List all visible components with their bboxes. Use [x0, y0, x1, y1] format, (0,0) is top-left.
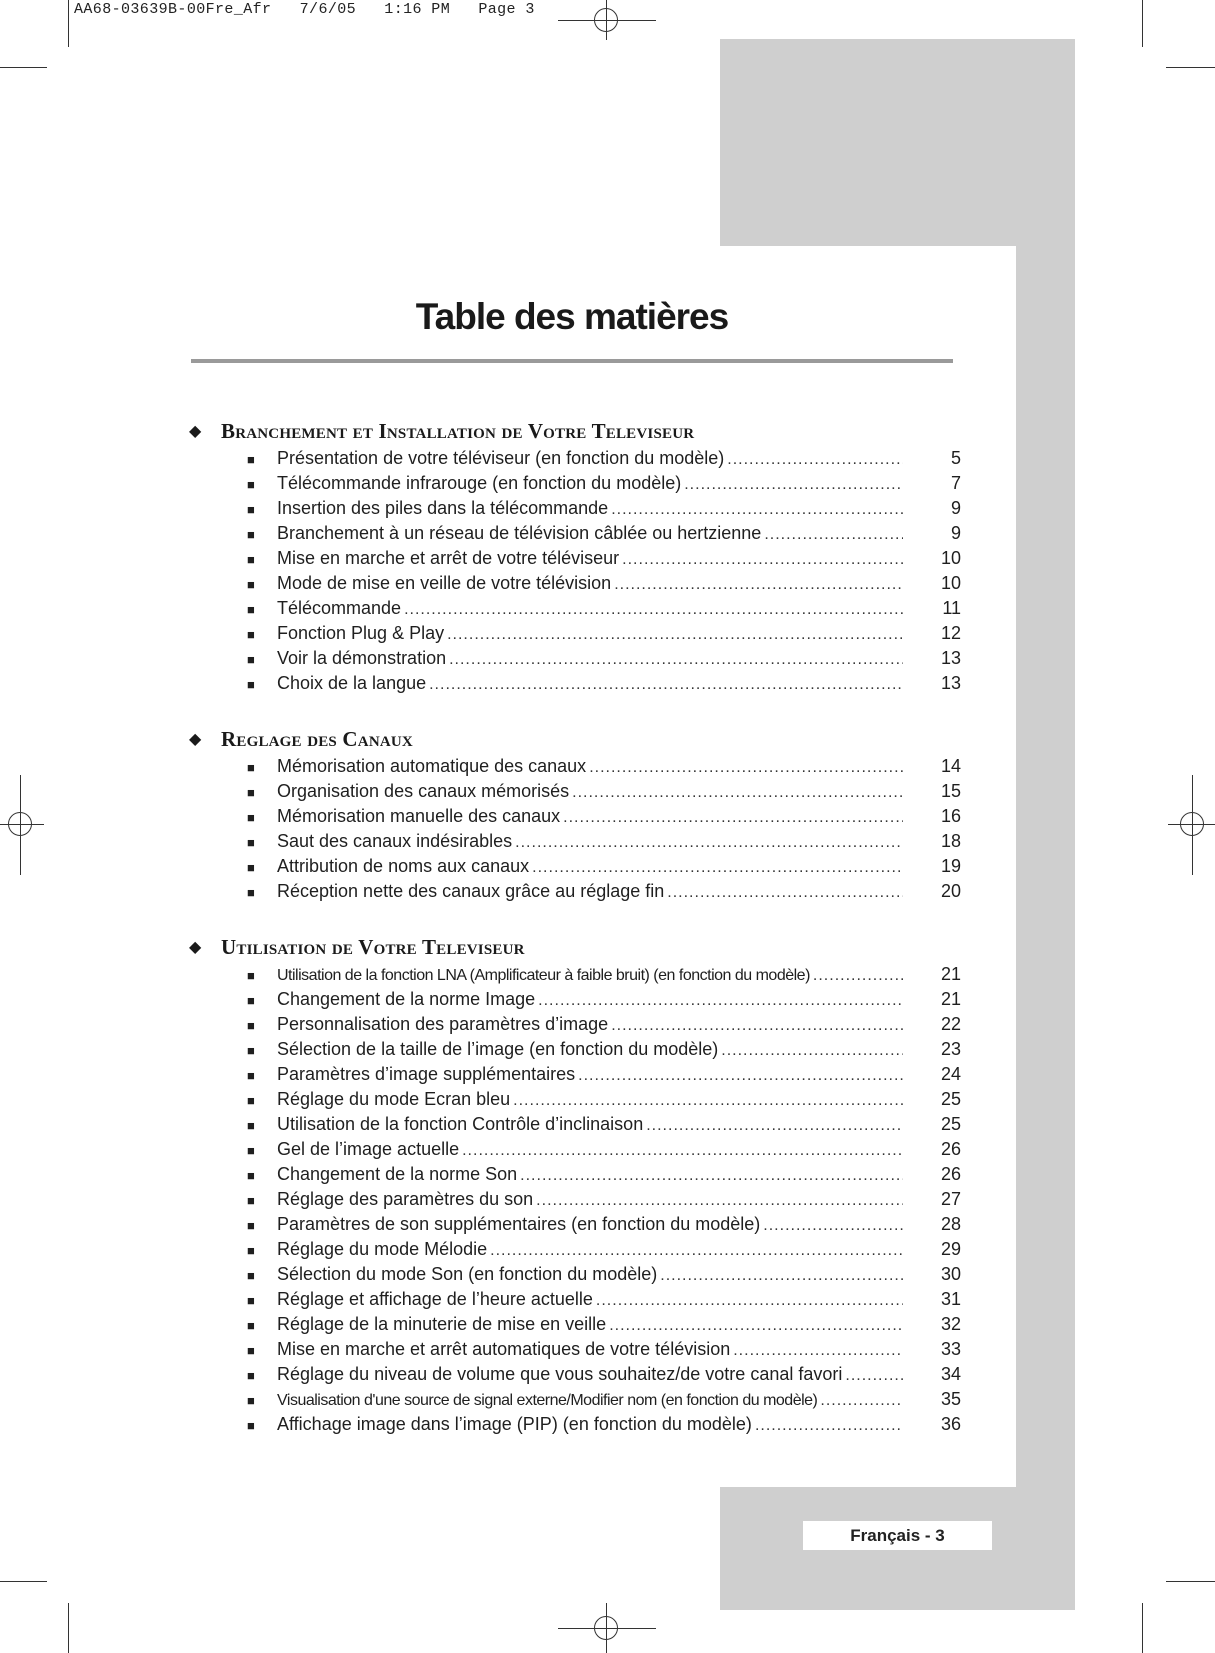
toc-entry: [189, 989, 961, 1014]
square-bullet-icon: ■: [247, 1418, 255, 1433]
square-bullet-icon: ■: [247, 1143, 255, 1158]
toc-entry-page: 13: [940, 673, 961, 693]
toc-entry: [189, 1364, 961, 1389]
toc-entry-title: Voir la démonstration: [277, 648, 447, 668]
square-bullet-icon: ■: [247, 1018, 255, 1033]
square-bullet-icon: ■: [247, 1093, 255, 1108]
toc-entry-title: Réglage du niveau de volume que vous souhaitez/de votre canal favori: [277, 1364, 843, 1384]
square-bullet-icon: ■: [247, 1218, 255, 1233]
dot-leader: [589, 759, 903, 777]
dot-leader: [660, 1267, 903, 1285]
toc-entry-title: Mode de mise en veille de votre télévision: [277, 573, 612, 593]
dot-leader: [513, 1092, 903, 1110]
toc-entry-page: 31: [940, 1289, 961, 1309]
square-bullet-icon: ■: [247, 810, 255, 825]
square-bullet-icon: ■: [247, 1193, 255, 1208]
toc-entry-title: Présentation de votre téléviseur (en fonction du modèle): [277, 448, 725, 468]
toc-entry: [189, 1314, 961, 1339]
dot-leader: [609, 1317, 903, 1335]
toc-entry: [189, 1339, 961, 1364]
toc-entry: [189, 1014, 961, 1039]
toc-entry-title: Changement de la norme Son: [277, 1164, 518, 1184]
toc-entry: [189, 1039, 961, 1064]
print-page: Page 3: [478, 1, 535, 18]
toc-entry: [189, 1214, 961, 1239]
square-bullet-icon: ■: [247, 627, 255, 642]
page-title: Table des matières: [415, 296, 729, 337]
crop-mark: [1142, 1603, 1143, 1653]
square-bullet-icon: ■: [247, 1368, 255, 1383]
toc-section: [189, 722, 961, 906]
toc-entry: [189, 623, 961, 648]
title-rule: [191, 359, 953, 363]
toc-entry-page: 7: [950, 473, 961, 493]
toc-entry-page: 30: [940, 1264, 961, 1284]
toc-entry-page: 32: [940, 1314, 961, 1334]
dot-leader: [733, 1342, 903, 1360]
toc-entry: [189, 498, 961, 523]
toc-entry: [189, 473, 961, 498]
square-bullet-icon: ■: [247, 1168, 255, 1183]
toc-entry-title: Attribution de noms aux canaux: [277, 856, 530, 876]
toc-entry-title: Gel de l’image actuelle: [277, 1139, 460, 1159]
toc-entry: [189, 1139, 961, 1164]
dot-leader: [845, 1367, 903, 1385]
dot-leader: [536, 1192, 903, 1210]
registration-line: [558, 20, 656, 21]
toc-section-title: Utilisation de Votre Televiseur: [221, 934, 525, 959]
dot-leader: [820, 1392, 903, 1410]
crop-mark: [68, 0, 69, 47]
square-bullet-icon: ■: [247, 1393, 255, 1408]
toc-entry: [189, 781, 961, 806]
dot-leader: [614, 576, 903, 594]
square-bullet-icon: ■: [247, 1268, 255, 1283]
dot-leader: [515, 834, 903, 852]
toc-entry-title: Branchement à un réseau de télévision câblée ou hertzienne: [277, 523, 762, 543]
print-time: 1:16 PM: [384, 1, 451, 18]
dot-leader: [721, 1042, 903, 1060]
square-bullet-icon: ■: [247, 1318, 255, 1333]
toc-entry: [189, 548, 961, 573]
toc-entry-page: 18: [940, 831, 961, 851]
toc-entry-page: 14: [940, 756, 961, 776]
toc-section: [189, 414, 961, 698]
toc-entry-page: 29: [940, 1239, 961, 1259]
dot-leader: [578, 1067, 903, 1085]
diamond-bullet-icon: ◆: [189, 423, 202, 440]
dot-leader: [764, 526, 903, 544]
toc-entry: [189, 881, 961, 906]
toc-entry-page: 22: [940, 1014, 961, 1034]
registration-line: [606, 0, 607, 40]
toc-section-header: [189, 930, 961, 964]
dot-leader: [596, 1292, 903, 1310]
toc-entry-page: 28: [940, 1214, 961, 1234]
toc-entry-page: 19: [940, 856, 961, 876]
toc-entry: [189, 1164, 961, 1189]
toc-entry-page: 24: [940, 1064, 961, 1084]
square-bullet-icon: ■: [247, 452, 255, 467]
square-bullet-icon: ■: [247, 860, 255, 875]
toc-entry-title: Réglage et affichage de l’heure actuelle: [277, 1289, 593, 1309]
dot-leader: [763, 1217, 903, 1235]
print-date: 7/6/05: [299, 1, 357, 18]
square-bullet-icon: ■: [247, 760, 255, 775]
toc-entry-page: 23: [940, 1039, 961, 1059]
dot-leader: [520, 1167, 903, 1185]
square-bullet-icon: ■: [247, 1068, 255, 1083]
toc-entry-title: Mise en marche et arrêt de votre téléviseur: [277, 548, 620, 568]
dot-leader: [646, 1117, 903, 1135]
toc-entry-title: Paramètres de son supplémentaires (en fonction du modèle): [277, 1214, 761, 1234]
square-bullet-icon: ■: [247, 885, 255, 900]
square-bullet-icon: ■: [247, 527, 255, 542]
crop-mark: [0, 1581, 47, 1582]
crop-mark: [1166, 1581, 1215, 1582]
dot-leader: [490, 1242, 903, 1260]
toc-entry-title: Mise en marche et arrêt automatiques de votre télévision: [277, 1339, 731, 1359]
toc-entry: [189, 1264, 961, 1289]
toc-entry-page: 10: [940, 548, 961, 568]
toc-entry-page: 25: [940, 1114, 961, 1134]
dot-leader: [611, 501, 903, 519]
toc-entry: [189, 1089, 961, 1114]
toc-entry: [189, 856, 961, 881]
square-bullet-icon: ■: [247, 1293, 255, 1308]
dot-leader: [532, 859, 903, 877]
toc-entry-title: Réglage du mode Ecran bleu: [277, 1089, 511, 1109]
toc-entry-page: 25: [940, 1089, 961, 1109]
gray-band-side: [1016, 39, 1075, 1606]
diamond-bullet-icon: ◆: [189, 731, 202, 748]
dot-leader: [667, 884, 903, 902]
square-bullet-icon: ■: [247, 602, 255, 617]
toc-section-header: [189, 722, 961, 756]
toc-section-title: Reglage des Canaux: [221, 726, 413, 751]
toc-entry-title: Utilisation de la fonction Contrôle d’inclinaison: [277, 1114, 644, 1134]
toc-section-title: Branchement et Installation de Votre Televiseur: [221, 418, 695, 443]
table-of-contents: [189, 414, 961, 1463]
square-bullet-icon: ■: [247, 552, 255, 567]
dot-leader: [563, 809, 903, 827]
toc-entry: [189, 1389, 961, 1414]
dot-leader: [611, 1017, 903, 1035]
registration-line: [606, 1603, 607, 1653]
square-bullet-icon: ■: [247, 785, 255, 800]
square-bullet-icon: ■: [247, 677, 255, 692]
page-label: Français - 3: [803, 1521, 992, 1550]
toc-section-header: [189, 414, 961, 448]
toc-entry: [189, 573, 961, 598]
square-bullet-icon: ■: [247, 1118, 255, 1133]
toc-section: [189, 930, 961, 1439]
dot-leader: [755, 1417, 903, 1435]
dot-leader: [447, 626, 903, 644]
toc-entry-title: Sélection de la taille de l’image (en fonction du modèle): [277, 1039, 719, 1059]
toc-entry-title: Télécommande infrarouge (en fonction du modèle): [277, 473, 682, 493]
diamond-bullet-icon: ◆: [189, 939, 202, 956]
toc-entry-title: Insertion des piles dans la télécommande: [277, 498, 609, 518]
toc-entry-page: 21: [940, 989, 961, 1009]
dot-leader: [572, 784, 903, 802]
square-bullet-icon: ■: [247, 477, 255, 492]
toc-entry-page: 35: [940, 1389, 961, 1409]
toc-entry-page: 33: [940, 1339, 961, 1359]
crop-mark: [68, 1603, 69, 1653]
toc-entry-title: Télécommande: [277, 598, 402, 618]
toc-entry: [189, 648, 961, 673]
square-bullet-icon: ■: [247, 1343, 255, 1358]
toc-entry: [189, 1114, 961, 1139]
toc-entry-title: Mémorisation automatique des canaux: [277, 756, 587, 776]
toc-entry-title: Fonction Plug & Play: [277, 623, 445, 643]
toc-entry: [189, 523, 961, 548]
dot-leader: [449, 651, 903, 669]
toc-entry-title: Visualisation d'une source de signal externe/Modifier nom (en fonction du modèle): [277, 1392, 818, 1409]
toc-entry: [189, 964, 961, 989]
toc-entry-title: Sélection du mode Son (en fonction du modèle): [277, 1264, 658, 1284]
registration-line: [20, 775, 21, 875]
dot-leader: [404, 601, 903, 619]
toc-entry: [189, 756, 961, 781]
toc-entry: [189, 1289, 961, 1314]
toc-entry-title: Réglage du mode Mélodie: [277, 1239, 488, 1259]
square-bullet-icon: ■: [247, 577, 255, 592]
toc-entry-title: Réglage de la minuterie de mise en veille: [277, 1314, 607, 1334]
toc-entry: [189, 806, 961, 831]
print-slug: [74, 1, 535, 18]
square-bullet-icon: ■: [247, 1243, 255, 1258]
print-job-name: AA68-03639B-00Fre_Afr: [74, 1, 272, 18]
registration-line: [1192, 775, 1193, 875]
dot-leader: [813, 967, 903, 985]
dot-leader: [727, 451, 903, 469]
toc-entry-title: Choix de la langue: [277, 673, 427, 693]
square-bullet-icon: ■: [247, 968, 255, 983]
toc-entry-page: 5: [950, 448, 961, 468]
dot-leader: [429, 676, 903, 694]
toc-entry-title: Changement de la norme Image: [277, 989, 536, 1009]
crop-mark: [1142, 0, 1143, 47]
square-bullet-icon: ■: [247, 652, 255, 667]
toc-entry-title: Réglage des paramètres du son: [277, 1189, 534, 1209]
crop-mark: [1166, 67, 1215, 68]
toc-entry-page: 12: [940, 623, 961, 643]
toc-entry-title: Réception nette des canaux grâce au réglage fin: [277, 881, 665, 901]
toc-entry-title: Utilisation de la fonction LNA (Amplificateur à faible bruit) (en fonction du modèle): [277, 967, 810, 984]
toc-entry-page: 16: [940, 806, 961, 826]
toc-entry-page: 36: [940, 1414, 961, 1434]
toc-entry: [189, 598, 961, 623]
toc-entry-page: 9: [950, 498, 961, 518]
toc-entry: [189, 1414, 961, 1439]
toc-entry: [189, 448, 961, 473]
toc-entry-title: Saut des canaux indésirables: [277, 831, 513, 851]
toc-entry: [189, 831, 961, 856]
toc-entry-page: 20: [940, 881, 961, 901]
toc-entry: [189, 1064, 961, 1089]
toc-entry-page: 11: [942, 598, 961, 618]
dot-leader: [462, 1142, 903, 1160]
toc-entry-title: Mémorisation manuelle des canaux: [277, 806, 561, 826]
toc-entry: [189, 1239, 961, 1264]
square-bullet-icon: ■: [247, 835, 255, 850]
toc-entry-title: Personnalisation des paramètres d’image: [277, 1014, 609, 1034]
toc-entry-title: Organisation des canaux mémorisés: [277, 781, 570, 801]
toc-entry-page: 27: [940, 1189, 961, 1209]
dot-leader: [538, 992, 903, 1010]
toc-entry-page: 21: [940, 964, 961, 984]
registration-line: [0, 824, 44, 825]
toc-entry-page: 15: [940, 781, 961, 801]
toc-entry-title: Paramètres d’image supplémentaires: [277, 1064, 576, 1084]
toc-entry: [189, 1189, 961, 1214]
toc-entry-title: Affichage image dans l’image (PIP) (en fonction du modèle): [277, 1414, 752, 1434]
toc-entry-page: 26: [940, 1139, 961, 1159]
toc-entry-page: 10: [940, 573, 961, 593]
toc-entry-page: 13: [940, 648, 961, 668]
dot-leader: [622, 551, 903, 569]
square-bullet-icon: ■: [247, 993, 255, 1008]
registration-line: [558, 1628, 656, 1629]
toc-entry-page: 26: [940, 1164, 961, 1184]
toc-entry-page: 9: [950, 523, 961, 543]
crop-mark: [0, 67, 47, 68]
toc-entry: [189, 673, 961, 698]
toc-entry-page: 34: [940, 1364, 961, 1384]
square-bullet-icon: ■: [247, 502, 255, 517]
square-bullet-icon: ■: [247, 1043, 255, 1058]
dot-leader: [684, 476, 903, 494]
